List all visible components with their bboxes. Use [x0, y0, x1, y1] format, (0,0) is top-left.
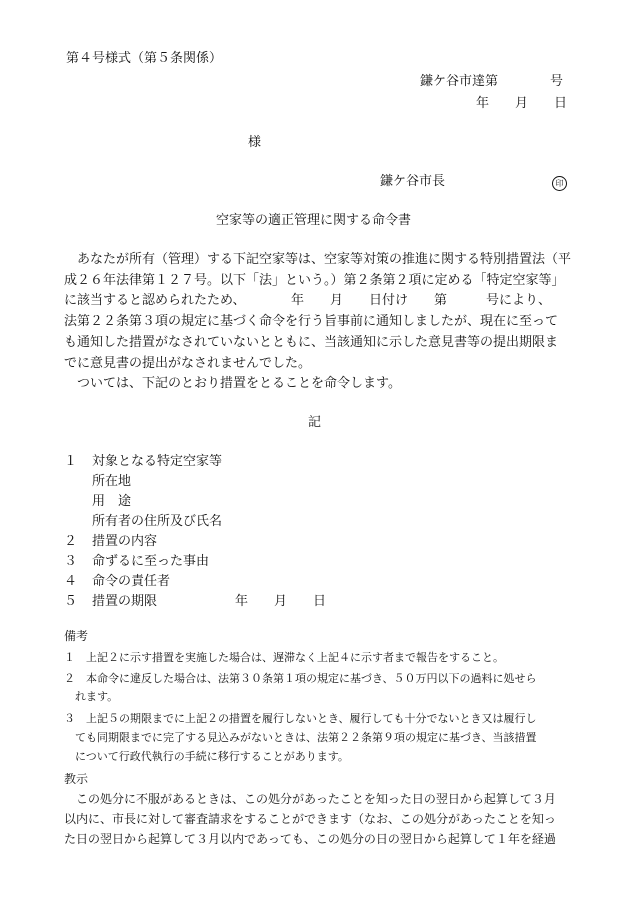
item-number: ３ — [64, 554, 78, 569]
body-line: ついては、下記のとおり措置をとることを命令します。 — [64, 376, 401, 392]
note-line: ２ 本命令に違反した場合は、法第３０条第１項の規定に基づき、５０万円以下の過料に処せら — [64, 672, 537, 685]
document-number: 鎌ケ谷市達第 号 — [420, 74, 564, 89]
ki-heading: 記 — [308, 415, 322, 430]
item-number: １ — [64, 454, 78, 469]
issuer-name: 鎌ケ谷市長 — [380, 174, 446, 189]
instruction-line: た日の翌日から起算して３月以内であっても、この処分の日の翌日から起算して１年を経過 — [64, 832, 556, 846]
body-line: に該当すると認められたため、 年 月 日付け 第 号により、 — [64, 293, 551, 309]
note-line: について行政代執行の手続に移行することがあります。 — [64, 750, 349, 763]
body-line: でに意見書の提出がなされませんでした。 — [64, 355, 312, 371]
item-label: 用 途 — [92, 494, 132, 509]
note-line: １ 上記２に示す措置を実施した場合は、遅滞なく上記４に示す者まで報告をすること。 — [64, 651, 504, 664]
body-line: あなたが所有（管理）する下記空家等は、空家等対策の推進に関する特別措置法（平 — [64, 252, 572, 267]
item-label: 所在地 — [92, 474, 132, 489]
item-number: ５ — [64, 594, 78, 609]
item-label: 措置の期限 年 月 日 — [92, 594, 327, 609]
body-line: も通知した措置がなされていないとともに、当該通知に示した意見書等の提出期限ま — [64, 334, 559, 350]
item-label: 命ずるに至った事由 — [92, 554, 210, 569]
seal-icon: 印 — [552, 176, 567, 191]
item-label: 所有者の住所及び氏名 — [92, 514, 223, 529]
addressee-honorific: 様 — [248, 135, 262, 150]
body-line: 法第２２条第３項の規定に基づく命令を行う旨事前に通知しましたが、現在に至って — [64, 314, 559, 330]
document-title: 空家等の適正管理に関する命令書 — [216, 213, 412, 228]
form-label: 第４号様式（第５条関係） — [66, 51, 223, 66]
item-label: 命令の責任者 — [92, 574, 171, 589]
item-label: 措置の内容 — [92, 534, 158, 549]
body-line: 成２６年法律第１２７号。以下「法」という。）第２条第２項に定める「特定空家等」 — [64, 272, 565, 288]
note-line: れます。 — [64, 690, 119, 703]
notes-heading: 備考 — [64, 629, 89, 643]
note-line: ても同期限までに完了する見込みがないときは、法第２２条第９項の規定に基づき、当該措置 — [64, 731, 537, 744]
item-number: ４ — [64, 574, 78, 589]
seal-mark — [552, 171, 567, 191]
instruction-heading: 教示 — [64, 772, 89, 786]
issue-date: 年 月 日 — [476, 96, 568, 111]
instruction-line: 以内に、市長に対して審査請求をすることができます（なお、この処分があったことを知っ — [64, 812, 556, 826]
item-number: ２ — [64, 534, 78, 549]
note-line: ３ 上記５の期限までに上記２の措置を履行しないとき、履行しても十分でないとき又は履行し — [64, 712, 537, 725]
instruction-line: この処分に不服があるときは、この処分があったことを知った日の翌日から起算して３月 — [64, 792, 556, 806]
item-label: 対象となる特定空家等 — [92, 454, 223, 469]
